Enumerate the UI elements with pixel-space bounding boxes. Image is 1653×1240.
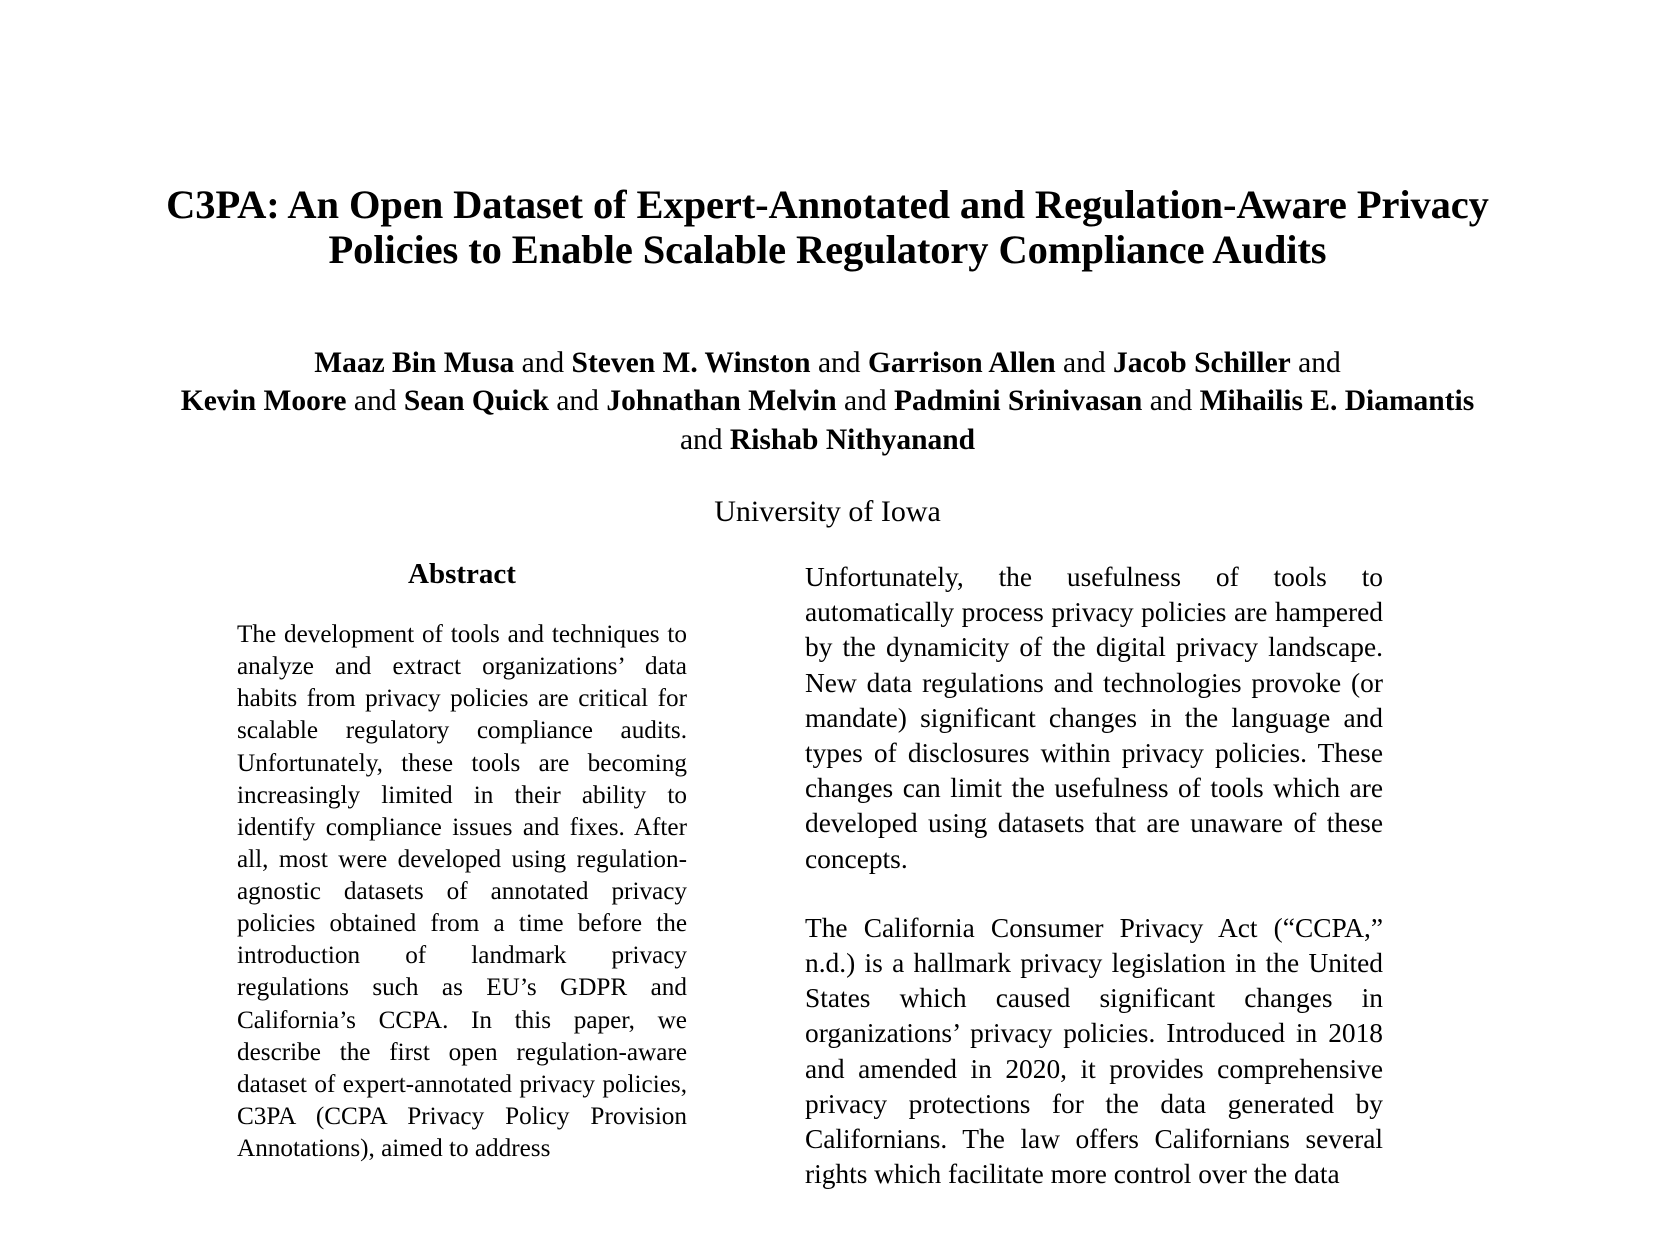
abstract-text: The development of tools and techniques to analyze and extract organizations’ data habits from privacy policies are critical for scalable regulatory compliance audits. Unfortunately, these tools are becoming increasingly limited in their ability to identify compliance issues and fixes. After all, most were developed using regulation-agnostic datasets of annotated privacy policies obtained from a time before the introduction of landmark privacy regulations such as EU’s GDPR and California’s CCPA. In this paper, we describe the first open regulation-aware dataset of expert-annotated privacy policies, C3PA (CCPA Privacy Policy Provision Annotations), aimed to address [237, 621, 687, 1162]
right-column [805, 560, 1383, 1240]
author-conjunction: and [556, 385, 599, 418]
author-conjunction: and [1062, 347, 1106, 379]
left-column [237, 560, 687, 1240]
author-name: Mihailis E. Diamantis [1199, 385, 1475, 418]
abstract-heading: Abstract [408, 560, 516, 590]
author-name: Maaz Bin Musa [314, 347, 515, 379]
affiliation: University of Iowa [714, 495, 941, 528]
author-conjunction: and [1149, 385, 1193, 418]
author-name: Garrison Allen [867, 347, 1056, 379]
page-title [140, 182, 1515, 273]
author-conjunction: and [1298, 347, 1341, 379]
title-line-1: C3PA: An Open Dataset of Expert-Annotated and Regulation-Aware Privacy [166, 182, 1489, 227]
author-conjunction: and [521, 347, 565, 379]
author-line-1 [95, 344, 1560, 382]
author-name: Rishab Nithyanand [729, 423, 976, 456]
author-name: Johnathan Melvin [606, 385, 837, 418]
author-line-2 [95, 382, 1560, 420]
author-line-3 [95, 421, 1560, 459]
author-conjunction: and [844, 385, 887, 418]
intro-paragraph-1: Unfortunately, the usefulness of tools to automatically process privacy policies are hampered by the dynamicity of the digital privacy landscape. New data regulations and technologies provoke (or mandate) significant changes in the language and types of disclosures within privacy policies. These changes can limit the usefulness of tools which are developed using datasets that are unaware of these concepts. [805, 562, 1383, 874]
author-name: Padmini Srinivasan [893, 385, 1143, 418]
author-conjunction: and [817, 347, 861, 379]
author-name: Sean Quick [403, 385, 549, 418]
author-conjunction: and [679, 423, 723, 456]
author-name: Kevin Moore [180, 385, 347, 418]
intro-paragraph-2: The California Consumer Privacy Act (“CCPA,” n.d.) is a hallmark privacy legislation in the United States which caused significant changes in organizations’ privacy policies. Introduced in 2018 and amended in 2020, it provides comprehensive privacy protections for the data generated by Californians. The law offers Californians several rights which facilitate more control over the data [805, 912, 1383, 1190]
author-list [95, 344, 1560, 459]
title-line-2: Policies to Enable Scalable Regulatory Compliance Audits [328, 227, 1327, 273]
title-block [140, 182, 1515, 273]
author-name: Steven M. Winston [571, 347, 811, 379]
author-conjunction: and [353, 385, 397, 418]
author-name: Jacob Schiller [1112, 347, 1291, 379]
